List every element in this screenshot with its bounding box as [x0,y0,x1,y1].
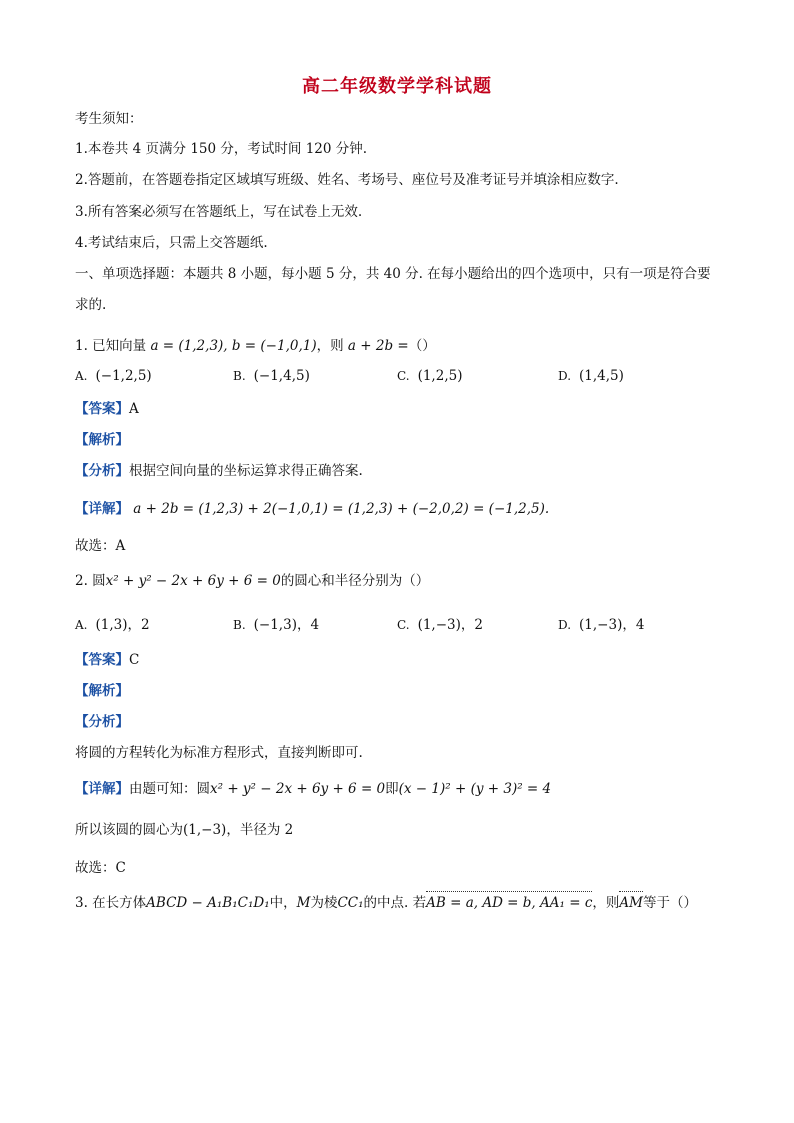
q2-analysis-tag: 【解析】 [75,683,129,699]
q2-option-b: B. (−1,3)，4 [233,617,320,633]
q1-vector-sum: a + 2b [347,338,394,354]
notice-item: 1.本卷共 4 页满分 150 分，考试时间 120 分钟. [75,141,368,157]
q2-option-a: A. (1,3)，2 [75,617,150,633]
q1-fenxi: 【分析】根据空间向量的坐标运算求得正确答案. [75,463,363,479]
q2-option-d: D. (1,−3)，4 [558,617,645,633]
question-1-stem: 1. 已知向量 a = (1,2,3), b = (−1,0,1)，则 a + 2b =（） [75,338,436,354]
question-2-stem: 2. 圆x² + y² − 2x + 6y + 6 = 0的圆心和半径分别为（） [75,573,430,589]
q3-cuboid: ABCD − A₁B₁C₁D₁ [146,895,270,911]
q1-analysis-tag: 【解析】 [75,432,129,448]
notice-item: 4.考试结束后，只需上交答题纸. [75,235,268,251]
q1-vector-def: a = (1,2,3), b = (−1,0,1) [150,338,317,354]
q2-conclusion: 所以该圆的圆心为(1,−3)，半径为 2 [75,822,294,838]
q2-choose: 故选：C [75,860,126,876]
section-heading: 一、单项选择题：本题共 8 小题，每小题 5 分，共 40 分. 在每小题给出的四个选项中，只有一项是符合要 [75,266,711,282]
notice-item: 2.答题前，在答题卷指定区域填写班级、姓名、考场号、座位号及准考证号并填涂相应数字. [75,172,619,188]
section-heading-cont: 求的. [75,297,107,313]
q1-detail: 【详解】 a + 2b = (1,2,3) + 2(−1,0,1) = (1,2,3) + (−2,0,2) = (−1,2,5). [75,501,550,517]
q2-circle-equation: x² + y² − 2x + 6y + 6 = 0 [105,573,281,589]
q1-option-d: D. (1,4,5) [558,368,624,384]
page-title: 高二年级数学学科试题 [302,76,492,97]
q2-answer: 【答案】C [75,652,140,668]
question-3-stem: 3. 在长方体ABCD − A₁B₁C₁D₁中，M为棱CC₁的中点. 若AB = a, AD = b, AA₁ = c，则AM等于（） [75,895,697,911]
q1-option-a: A. (−1,2,5) [75,368,152,384]
q2-fenxi: 将圆的方程转化为标准方程形式，直接判断即可. [75,745,363,761]
q1-option-b: B. (−1,4,5) [233,368,310,384]
q2-option-c: C. (1,−3)，2 [397,617,483,633]
notice-item: 3.所有答案必须写在答题纸上，写在试卷上无效. [75,204,363,220]
q1-answer: 【答案】A [75,401,139,417]
q1-choose: 故选：A [75,538,126,554]
q1-option-c: C. (1,2,5) [397,368,463,384]
q3-vector-defs: AB = a, AD = b, AA₁ = c [426,895,593,911]
q3-vector-am: AM [619,895,643,911]
q2-detail: 【详解】由题可知：圆x² + y² − 2x + 6y + 6 = 0即(x − 1)² + (y + 3)² = 4 [75,781,552,797]
q2-fenxi-tag: 【分析】 [75,714,129,730]
notice-heading: 考生须知： [75,111,143,127]
